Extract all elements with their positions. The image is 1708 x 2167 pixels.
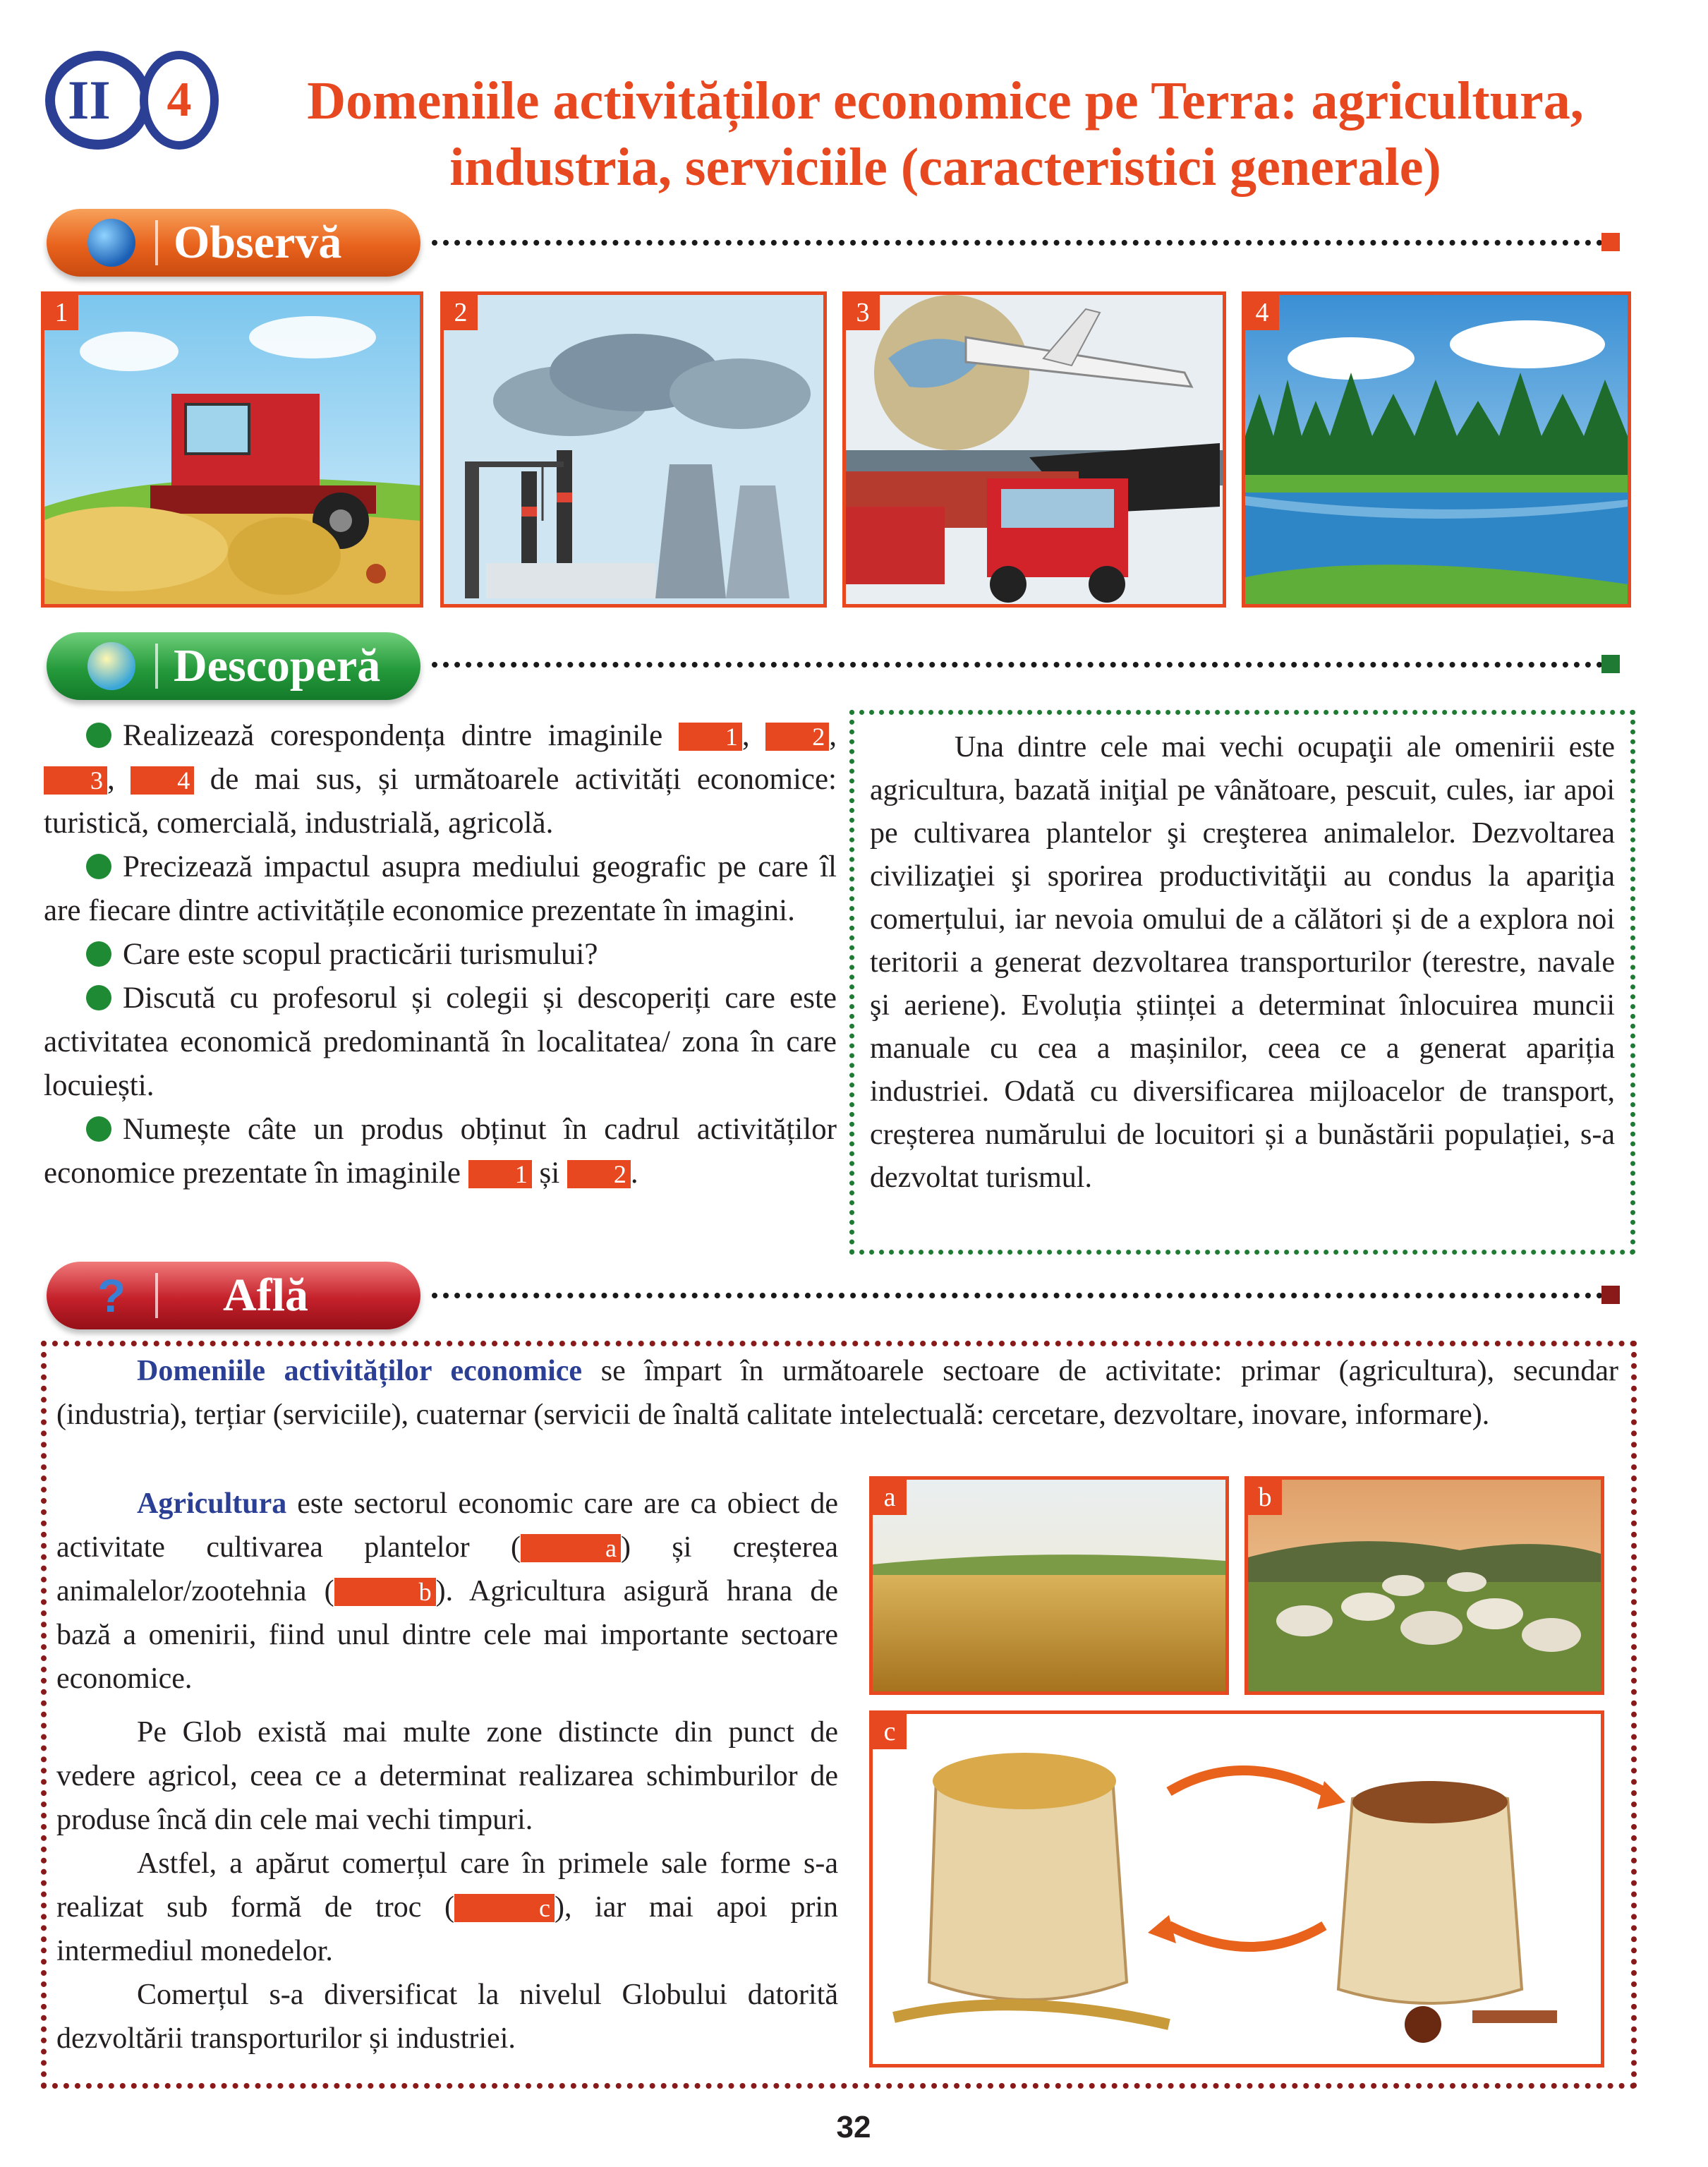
task-3: Care este scopul practicării turismului? <box>44 933 837 977</box>
image-sheep <box>1244 1476 1604 1695</box>
section-afla-label: Află <box>223 1269 308 1321</box>
image-transport <box>842 291 1226 608</box>
chapter-badge: II <box>45 51 151 150</box>
task-1: Realizează corespondența dintre imaginile 1 , 2 , 3 , 4 de mai sus, și următoarele activități economice: turistică, comercială, industrială, agricolă. <box>44 719 837 840</box>
section-end-marker <box>1601 655 1620 673</box>
page-title <box>226 68 1665 200</box>
question-icon: ? <box>97 1269 126 1322</box>
info-box-green <box>849 710 1635 1255</box>
image-number: 4 <box>1245 295 1279 330</box>
afla-paragraph-4: Astfel, a apărut comerțul care în primele sale forme s-a realizat sub formă de troc ( c ), iar mai apoi prin intermediul monedelor. <box>56 1847 838 1967</box>
afla-paragraph-2: Agricultura este sectorul economic care are ca obiect de activitate cultivarea plantelor ( a ) și creșterea animalelor/zootehnia ( b ). Agricultura asigură hrana de bază a omenirii, fiind unul dintre cele mai importante sectoare economice. <box>56 1487 838 1695</box>
image-factory <box>440 291 827 608</box>
title-line-2: industria, serviciile (caracteristici generale) <box>449 138 1441 197</box>
ref-image-4: 4 <box>131 766 194 795</box>
forest-illustration <box>1245 295 1628 604</box>
wheat-field-illustration <box>873 1480 1225 1691</box>
pill-separator <box>155 1273 158 1318</box>
title-line-1: Domeniile activităților economice pe Terra: agricultura, <box>307 71 1584 131</box>
section-descopera-label: Descoperă <box>174 640 381 692</box>
section-divider <box>432 240 1603 246</box>
image-label: c <box>873 1714 907 1749</box>
ref-image-1: 1 <box>679 723 742 751</box>
descopera-tasks <box>44 714 837 1195</box>
ref-image-2: 2 <box>567 1160 631 1188</box>
section-end-marker <box>1601 233 1620 251</box>
afla-paragraph-5: Comerțul s-a diversificat la nivelul Globului datorită dezvoltării transporturilor și industriei. <box>56 1979 838 2055</box>
image-harvester <box>41 291 423 608</box>
ref-image-2: 2 <box>765 723 829 751</box>
image-wheat-field <box>869 1476 1229 1695</box>
image-number: 1 <box>44 295 78 330</box>
section-observa-label: Observă <box>174 217 342 268</box>
lesson-badge: 4 <box>140 51 219 150</box>
task-4: Discută cu profesorul și colegii și descoperiți care este activitatea economică predominantă în localitatea/ zona în care locuiești. <box>44 982 837 1102</box>
bullet-icon <box>86 854 111 879</box>
pill-separator <box>155 220 158 265</box>
section-end-marker <box>1601 1286 1620 1304</box>
ref-image-b: b <box>334 1578 436 1606</box>
afla-paragraph-1: Domeniile activităților economice se împart în următoarele sectoare de activitate: primar (agricultura), secundar (industria), terțiar (serviciile), cuaternar (servicii de înaltă calitate intelectuală: cercetare, dezvoltare, inovare, informare). <box>56 1355 1618 1431</box>
section-divider <box>432 1293 1603 1298</box>
info-box-text: Una dintre cele mai vechi ocupaţii ale omenirii este agricultura, bazată iniţial pe vânătoare, pescuit, cules, iar apoi pe cultivarea plantelor şi creşterea animalelor. Dezvoltarea civilizaţiei şi sporirea productivităţii au condus la apariţia comerțului, iar nevoia omului de a călători și de a explora noi teritorii a generat dezvoltarea transporturilor (terestre, navale şi aeriene). Evoluția științei a determinat înlocuirea muncii manuale cu cea a mașinilor, ceea ce a generat apariția industriei. Odată cu diversificarea mijloacelor de transport, creșterea numărului de locuitori și a bunăstării populației, s-a dezvoltat turismul. <box>870 731 1615 1194</box>
ref-image-3: 3 <box>44 766 107 795</box>
bullet-icon <box>86 723 111 748</box>
task-5: Numește câte un produs obținut în cadrul activităților economice prezentate în imaginile 1 și 2 . <box>44 1113 837 1190</box>
factory-illustration <box>444 295 823 604</box>
section-divider <box>432 662 1603 668</box>
afla-paragraph-3: Pe Glob există mai multe zone distincte din punct de vedere agricol, ceea ce a determinat realizarea schimburilor de produse încă din cele mai vechi timpuri. <box>56 1716 838 1836</box>
page-number: 32 <box>836 2110 871 2144</box>
afla-left-column <box>56 1482 838 2060</box>
image-label: a <box>873 1480 907 1515</box>
ref-image-c: c <box>454 1894 555 1922</box>
barter-illustration <box>873 1714 1601 2064</box>
image-label: b <box>1248 1480 1282 1515</box>
image-number: 2 <box>444 295 478 330</box>
bullet-icon <box>86 985 111 1010</box>
task-2: Precizează impactul asupra mediului geografic pe care îl are fiecare dintre activitățile economice prezentate în imagini. <box>44 850 837 927</box>
image-forest-lake <box>1242 291 1631 608</box>
ref-image-1: 1 <box>468 1160 532 1188</box>
section-descopera <box>47 632 420 700</box>
ref-image-a: a <box>521 1534 621 1562</box>
bullet-icon <box>86 941 111 967</box>
sheep-illustration <box>1248 1480 1601 1691</box>
section-afla <box>47 1262 420 1329</box>
transport-illustration <box>846 295 1223 604</box>
section-observa <box>47 209 420 277</box>
lightbulb-icon <box>87 642 135 690</box>
globe-icon <box>87 219 135 267</box>
pill-separator <box>155 644 158 689</box>
image-barter <box>869 1710 1604 2068</box>
image-number: 3 <box>846 295 880 330</box>
bullet-icon <box>86 1116 111 1142</box>
harvester-illustration <box>44 295 420 604</box>
